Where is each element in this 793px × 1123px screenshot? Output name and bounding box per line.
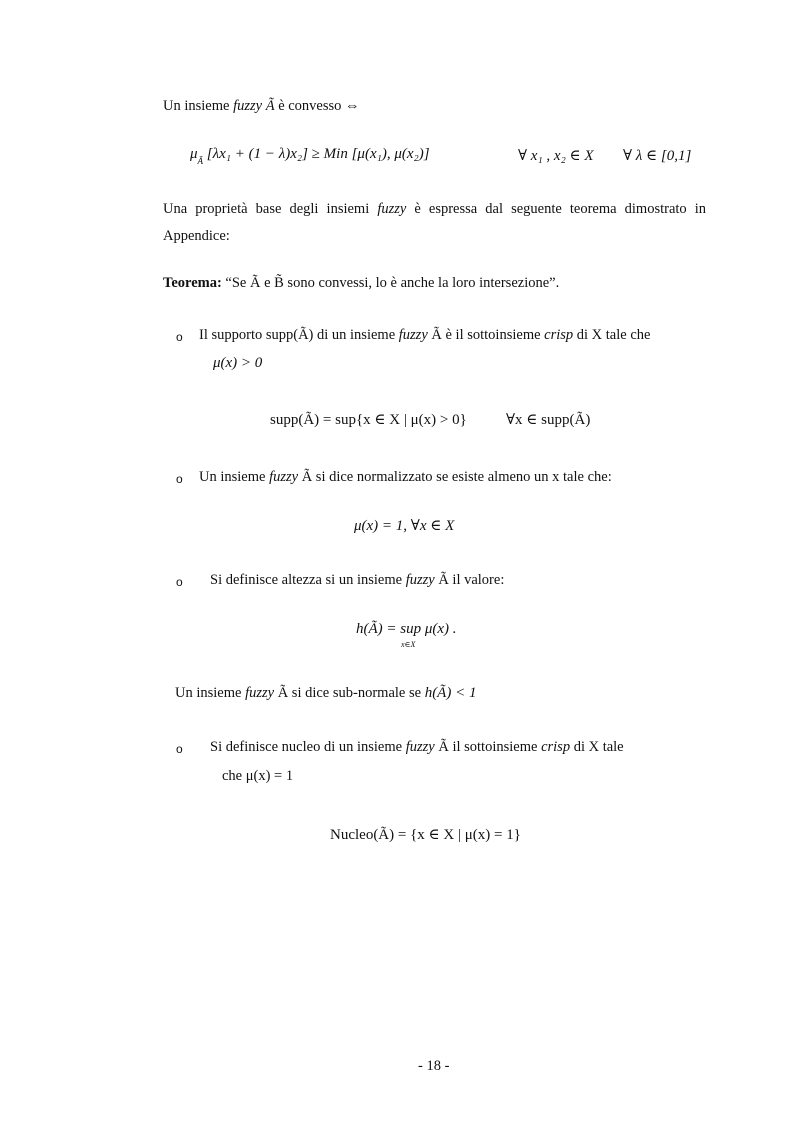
support-crisp-word: crisp bbox=[544, 327, 574, 343]
mu-subscript: Ã bbox=[197, 156, 204, 166]
property-paragraph bbox=[163, 196, 706, 250]
convex-quantifier-1 bbox=[518, 146, 594, 165]
height-fuzzy-word: fuzzy bbox=[405, 572, 435, 588]
support-fuzzy-word: fuzzy bbox=[398, 327, 428, 343]
bullet-height: o bbox=[176, 575, 183, 589]
quantifier-lambda: ∀ λ ∈ [0,1] bbox=[623, 148, 692, 164]
theorem-label: Teorema: bbox=[163, 275, 222, 291]
theorem bbox=[163, 275, 559, 292]
bullet-kernel: o bbox=[176, 742, 183, 756]
kernel-fuzzy-word: fuzzy bbox=[405, 739, 435, 755]
mu-symbol: μ bbox=[190, 146, 198, 162]
quantifier-x: ∀ x₁ , x₂ ∈ X bbox=[518, 148, 594, 164]
support-text-b: Ã è il sottoinsieme bbox=[431, 327, 541, 343]
height-formula-lhs: h(Ã) = sup bbox=[356, 621, 422, 637]
subnormal-condition: h(Ã) < 1 bbox=[424, 685, 477, 701]
height-formula bbox=[356, 621, 457, 638]
normalized-line bbox=[199, 469, 612, 486]
min-operator: Min bbox=[323, 146, 348, 162]
normalized-text-a: Un insieme bbox=[199, 469, 266, 485]
subnormal-line bbox=[175, 685, 476, 702]
height-formula-sub: x∈X bbox=[401, 640, 416, 649]
convex-var-a: Ã bbox=[265, 98, 275, 114]
subnormal-text-b: Ã si dice sub-normale se bbox=[277, 685, 422, 701]
convex-rhs: [μ(x₁), μ(x₂)] bbox=[351, 146, 430, 162]
support-text-c: di X tale che bbox=[576, 327, 651, 343]
height-text-b: Ã il valore: bbox=[438, 572, 505, 588]
property-fuzzy-word: fuzzy bbox=[377, 201, 407, 217]
normalized-text-b: Ã si dice normalizzato se esiste almeno un x tale che: bbox=[301, 469, 612, 485]
bullet-support: o bbox=[176, 330, 183, 344]
convex-quantifier-2 bbox=[623, 146, 691, 165]
kernel-text-c: di X tale bbox=[573, 739, 624, 755]
kernel-crisp-word: crisp bbox=[541, 739, 571, 755]
support-text-a: Il supporto supp(Ã) di un insieme bbox=[199, 327, 396, 343]
convex-lhs: [λx₁ + (1 − λ)x₂] ≥ bbox=[206, 146, 320, 162]
kernel-line bbox=[210, 739, 624, 756]
convex-tail: è convesso ⇔ bbox=[278, 98, 360, 114]
subnormal-text-a: Un insieme bbox=[175, 685, 242, 701]
kernel-definition: Nucleo(Ã) = {x ∈ X | μ(x) = 1} bbox=[330, 827, 521, 843]
page-number: - 18 - bbox=[418, 1058, 450, 1074]
theorem-text: “Se Ã e B̃ sono convessi, lo è anche la loro intersezione”. bbox=[225, 275, 560, 291]
convex-fuzzy-word: fuzzy bbox=[233, 98, 263, 114]
support-definition: supp(Ã) = sup{x ∈ X | μ(x) > 0} bbox=[270, 412, 467, 428]
convex-formula bbox=[190, 146, 430, 166]
kernel-text-b: Ã il sottoinsieme bbox=[438, 739, 538, 755]
height-formula-rhs: μ(x) . bbox=[424, 621, 457, 637]
bullet-normalized: o bbox=[176, 472, 183, 486]
kernel-line-2: che μ(x) = 1 bbox=[222, 768, 294, 784]
convex-intro bbox=[163, 98, 360, 115]
normalized-formula: μ(x) = 1, ∀x ∈ X bbox=[354, 518, 455, 534]
convex-intro-text: Un insieme bbox=[163, 98, 230, 114]
kernel-text-a: Si definisce nucleo di un insieme bbox=[210, 739, 403, 755]
height-line bbox=[210, 572, 504, 589]
property-text-a: Una proprietà base degli insiemi bbox=[163, 201, 370, 217]
support-quantifier: ∀x ∈ supp(Ã) bbox=[506, 412, 591, 428]
support-line bbox=[199, 327, 704, 344]
normalized-fuzzy-word: fuzzy bbox=[269, 469, 299, 485]
property-text-b: è espressa dal seguente teorema dimostrato in Appendice: bbox=[163, 201, 707, 244]
subnormal-fuzzy-word: fuzzy bbox=[245, 685, 275, 701]
height-text-a: Si definisce altezza si un insieme bbox=[210, 572, 403, 588]
support-condition: μ(x) > 0 bbox=[213, 355, 263, 371]
